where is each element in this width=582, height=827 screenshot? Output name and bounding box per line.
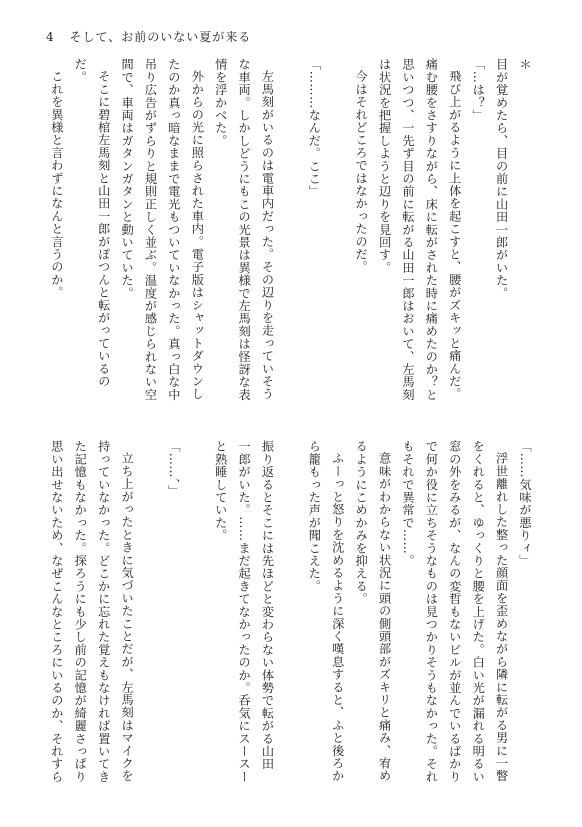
text-line: 痛む腰をさすりながら、床に転がされた時に痛めたのか？と — [424, 58, 439, 401]
text-line: 飛び上がるように上体を起こすと、腰がズキッと痛んだ。 — [447, 70, 462, 401]
text-line: 一郎がいた。……まだ起きてなかったのか。呑気にスースー — [237, 440, 252, 783]
text-line: ふーっと怒りを沈めるように深く嘆息すると、ふと後ろか — [330, 452, 345, 783]
page-number: 4 — [46, 30, 55, 44]
text-line: だ。 — [73, 58, 88, 84]
text-line: これを異様と言わずになんと言うのか。 — [49, 70, 64, 299]
text-line: 情を浮かべた。 — [213, 58, 228, 147]
text-line: 立ち上がったときに気づいたことだが、左馬刻はマイクを — [120, 452, 135, 783]
text-line: 窓の外をみるが、なんの変哲もないビルが並んでいるばかり — [447, 440, 462, 783]
text-line: は状況を把握しようと辺りを見回す。 — [377, 58, 392, 274]
text-line: ＊ — [518, 58, 532, 71]
text-line: 目が覚めたら、目の前に山田一郎がいた。 — [494, 58, 509, 300]
text-line: たのか真っ暗なままで電光もついていなかった。真っ白な中 — [166, 58, 181, 401]
text-line: 間で、車両はガタンガタンと動いていた。 — [120, 58, 135, 300]
text-line: 振り返るとそこには先ほどと変わらない体勢で転がる山田 — [260, 440, 275, 771]
chapter-title: そして、お前のいない夏が来る — [69, 30, 252, 44]
text-block-lower — [49, 440, 536, 783]
text-line — [138, 440, 161, 770]
text-line — [279, 440, 302, 770]
text-line: 「………なんだ。ここ」 — [307, 58, 322, 198]
text-line — [325, 58, 348, 388]
text-line: 吊り広告がずらりと規則正しく並ぶ。温度が感じられない空 — [143, 58, 158, 401]
text-line: 「……、」 — [166, 440, 181, 498]
text-line: と熟睡していた。 — [213, 440, 228, 542]
text-line: 浮世離れした整った顔面を歪めながら隣に転がる男に一瞥 — [494, 452, 509, 783]
page-header — [46, 28, 251, 45]
text-line: 「……気味が悪りィ」 — [518, 440, 532, 567]
text-line: 外からの光に照らされた車内。電子版はシャットダウンし — [190, 70, 205, 401]
text-line: た記憶もなかった。探ろうにも少し前の記憶が綺麗さっぱり — [73, 440, 88, 783]
text-line: ら籠もった声が聞こえた。 — [307, 440, 322, 593]
text-line: もそれで異常で……。 — [400, 440, 415, 567]
text-line: 「…は？」 — [471, 58, 486, 122]
text-line: で何か役に立ちそうなものは見つかりそうもなかった。それ — [424, 440, 439, 783]
text-line — [279, 58, 302, 388]
text-line: そこに碧棺左馬刻と山田一郎がぽつんと転がっているの — [96, 70, 111, 388]
text-line — [185, 440, 208, 770]
text-line: るようにこめかみを抑える。 — [354, 440, 369, 606]
text-line: 左馬刻がいるのは電車内だった。その辺りを走っていそう — [260, 70, 275, 401]
text-block-upper — [49, 58, 536, 401]
text-line: 思いつつ、一先ず目の前に転がる山田一郎はおいて、左馬刻 — [400, 58, 415, 401]
text-line: 思い出せないため、なぜこんなところにいるのか、それすら — [49, 440, 64, 783]
text-line: 意味がわからない状況に頭の側頭部がズキリと痛み、宥め — [377, 452, 392, 783]
text-line: 持っていなかった。どこかに忘れた覚えもなければ置いてき — [96, 440, 111, 783]
text-line: な車両。しかしどうにもこの光景は異様で左馬刻は怪訝な表 — [237, 58, 252, 401]
text-line: 今はそれどころではなかったのだ。 — [354, 70, 369, 274]
text-line: をくれると、ゆっくりと腰を上げた。白い光が漏れる明るい — [471, 440, 486, 783]
